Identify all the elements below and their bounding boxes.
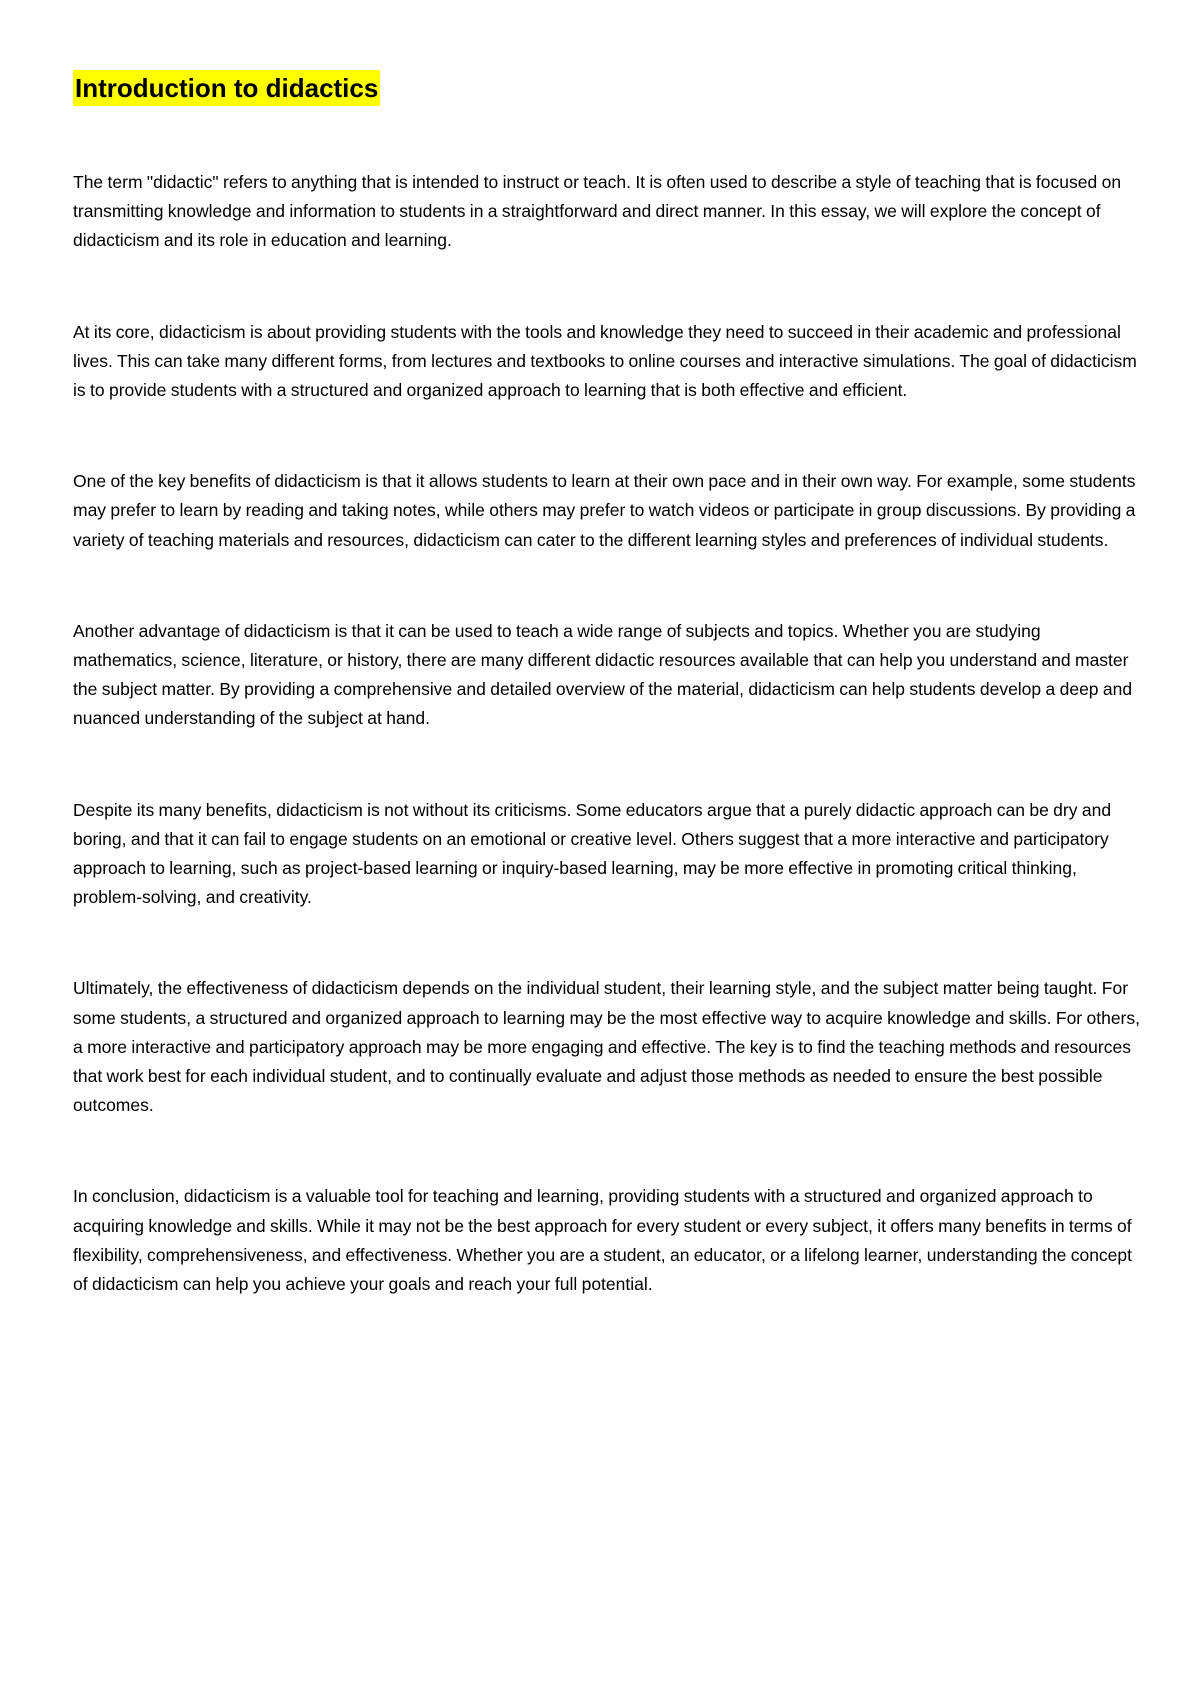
paragraph-6: Ultimately, the effectiveness of didacticism depends on the individual student, their learning style, and the subject matter being taught. For some students, a structured and organized approach to learning may be the most effective way to acquire knowledge and skills. For others, a more interactive and participatory approach may be more engaging and effective. The key is to find the teaching methods and resources that work best for each individual student, and to continually evaluate and adjust those methods as needed to ensure the best possible outcomes. <box>73 978 1140 1116</box>
document-page <box>73 70 1143 1361</box>
paragraph-5: Despite its many benefits, didacticism is not without its criticisms. Some educators argue that a purely didactic approach can be dry and boring, and that it can fail to engage students on an emotional or creative level. Others suggest that a more interactive and participatory approach to learning, such as project-based learning or inquiry-based learning, may be more effective in promoting critical thinking, problem-solving, and creativity. <box>73 799 1112 908</box>
paragraph-1: The term "didactic" refers to anything that is intended to instruct or teach. It is often used to describe a style of teaching that is focused on transmitting knowledge and information to students in a straightforward and direct manner. In this essay, we will explore the concept of didacticism and its role in education and learning. <box>73 172 1122 251</box>
document-body <box>73 168 1143 1299</box>
paragraph-7: In conclusion, didacticism is a valuable tool for teaching and learning, providing students with a structured and organized approach to acquiring knowledge and skills. While it may not be the best approach for every student or every subject, it offers many benefits in terms of flexibility, comprehensiveness, and effectiveness. Whether you are a student, an educator, or a lifelong learner, understanding the concept of didacticism can help you achieve your goals and reach your full potential. <box>73 1186 1132 1295</box>
paragraph-4: Another advantage of didacticism is that it can be used to teach a wide range of subjects and topics. Whether you are studying mathematics, science, literature, or history, there are many different didactic resources available that can help you understand and master the subject matter. By providing a comprehensive and detailed overview of the material, didacticism can help students develop a deep and nuanced understanding of the subject at hand. <box>73 620 1133 729</box>
document-title: Introduction to didactics <box>73 70 380 106</box>
paragraph-3: One of the key benefits of didacticism is that it allows students to learn at their own pace and in their own way. For example, some students may prefer to learn by reading and taking notes, while others may prefer to watch videos or participate in group discussions. By providing a variety of teaching materials and resources, didacticism can cater to the different learning styles and preferences of individual students. <box>73 471 1136 550</box>
paragraph-2: At its core, didacticism is about providing students with the tools and knowledge they need to succeed in their academic and professional lives. This can take many different forms, from lectures and textbooks to online courses and interactive simulations. The goal of didacticism is to provide students with a structured and organized approach to learning that is both effective and efficient. <box>73 321 1137 401</box>
